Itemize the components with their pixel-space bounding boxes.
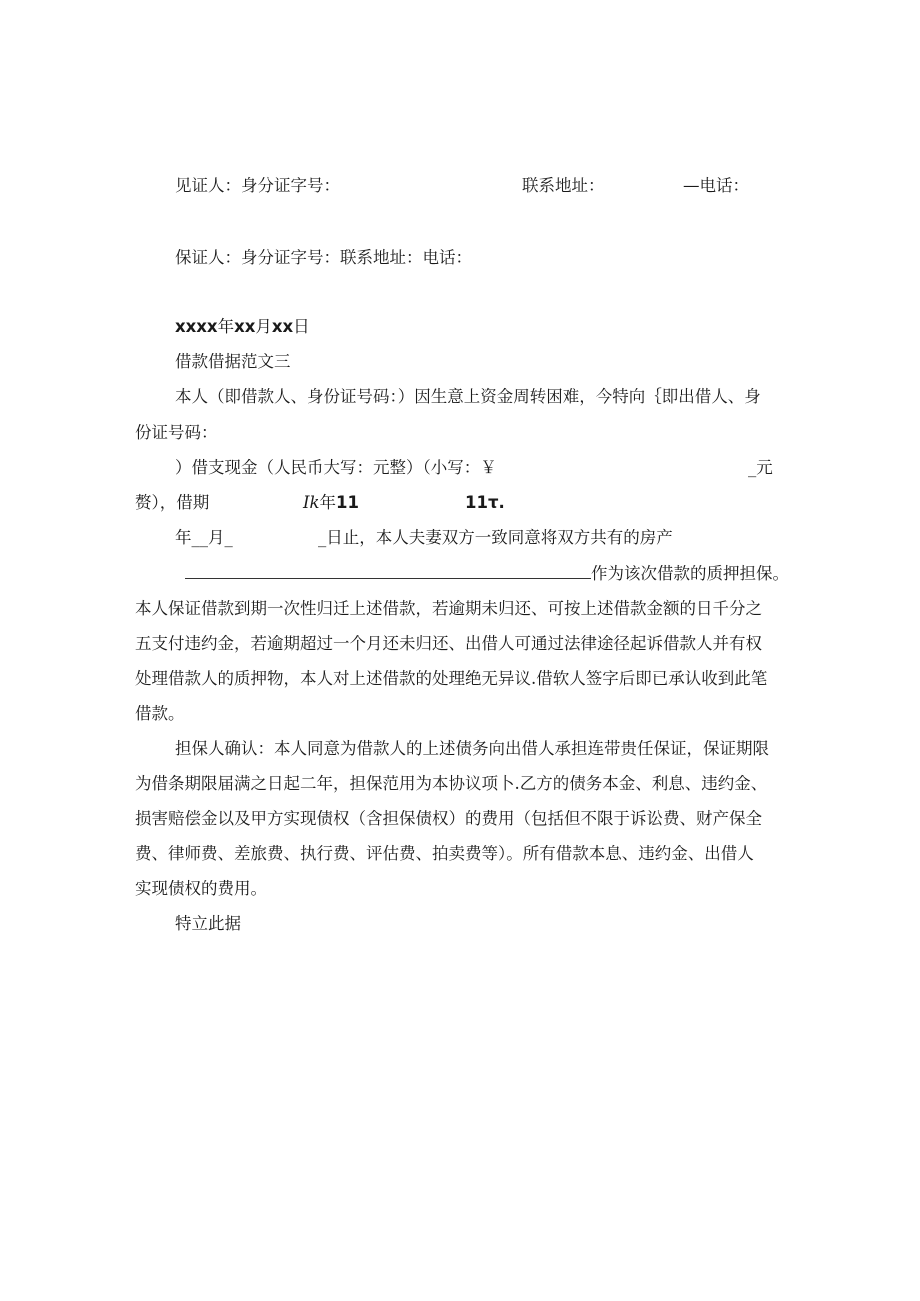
- date-year: xxxx: [175, 317, 218, 336]
- para2-line3: 损害赔偿金以及甲方实现债权（含担保债权）的费用（包括但不限于诉讼费、财产保全: [135, 809, 762, 828]
- para1-line4a: 赘），借期: [135, 493, 210, 512]
- para1-line6: [185, 564, 789, 584]
- date-month: xx: [234, 317, 256, 336]
- para1-line10: 借款。: [135, 704, 185, 723]
- witness-phone-label: —电话：: [683, 176, 749, 195]
- para1-line6-text: 作为该次借款的质押担保。: [591, 564, 789, 583]
- para1-line1: 本人（即借款人、身份证号码：）因生意上资金周转困难，今特向｛即出借人、身: [175, 387, 761, 406]
- para2-line1: 担保人确认：本人同意为借款人的上述债务向出借人承担连带贵任保证，保证期限: [175, 739, 769, 758]
- para1-line7: 本人保证借款到期一次性归迁上述借款，若逾期未归还、可按上述借款金额的日千分之: [135, 599, 762, 618]
- date-ri: 日: [293, 317, 310, 336]
- para1-line5a: 年__月_: [175, 528, 233, 547]
- para1-line8: 五支付违约金，若逾期超过一个月还未归还、出借人可通过法律途径起诉借款人并有权: [135, 634, 762, 653]
- date-line: [175, 317, 310, 337]
- para1-line5b: _日止，本人夫妻双方一致同意将双方共有的房产: [318, 528, 673, 547]
- section-title: 借款借据范文三: [175, 352, 291, 371]
- para1-line2: 份证号码：: [135, 423, 218, 442]
- term-nian: 年: [319, 493, 337, 512]
- date-day: xx: [271, 317, 294, 336]
- property-blank: [185, 564, 591, 579]
- date-yue: 月: [255, 317, 272, 336]
- para2-line2: 为借条期限届满之日起二年，担保范用为本协议项卜.乙方的债务本金、利息、违约金、: [135, 774, 768, 793]
- term-ik: Ik: [303, 493, 320, 512]
- para1-line3b: _元: [748, 458, 773, 477]
- witness-label: 见证人：身分证字号：: [175, 176, 340, 195]
- para1-line9: 处理借款人的质押物，本人对上述借款的处理绝无异议.借软人签字后即已承认收到此笔: [135, 669, 768, 688]
- para1-line4-term: [303, 493, 359, 513]
- witness-address-label: 联系地址：: [522, 176, 605, 195]
- closing-line: 特立此据: [175, 914, 241, 933]
- para2-line5: 实现债权的费用。: [135, 879, 267, 898]
- date-nian: 年: [217, 317, 235, 336]
- guarantor-line: 保证人：身分证字号：联系地址：电话：: [175, 248, 472, 267]
- para1-line4e: 11τ.: [465, 493, 505, 512]
- para2-line4: 费、律师费、差旅费、执行费、评估费、拍卖费等）。所有借款本息、违约金、出借人: [135, 844, 754, 863]
- term-11: 11: [336, 493, 359, 512]
- para1-line3a: ）借支现金（人民币大写：元整）（小写：￥: [175, 458, 497, 477]
